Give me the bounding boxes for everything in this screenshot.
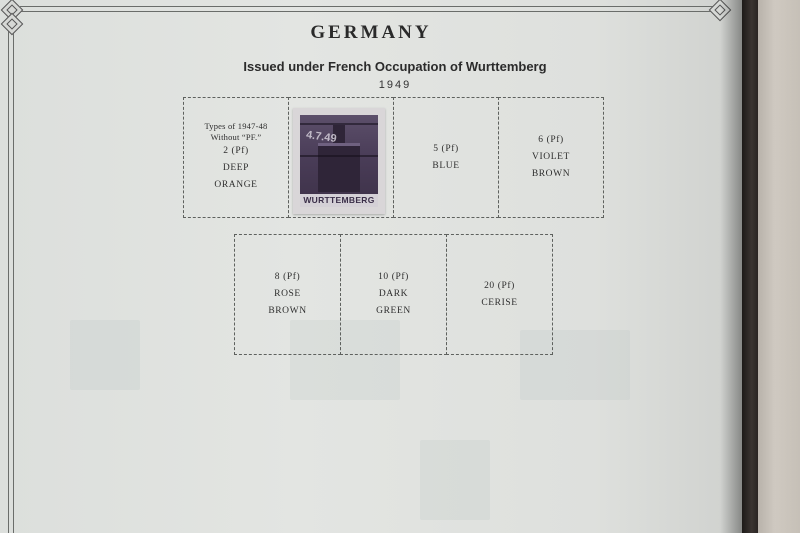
page-subtitle: Issued under French Occupation of Wurttemberg <box>243 59 547 74</box>
show-through-shadow <box>70 320 140 390</box>
adjacent-page <box>758 0 800 533</box>
denomination: 5 (Pf) <box>433 143 459 154</box>
show-through-shadow <box>420 440 490 520</box>
album-gutter <box>742 0 758 533</box>
stamp-color: CERISE <box>481 297 518 308</box>
stamp-space <box>446 234 553 355</box>
postage-stamp <box>293 108 385 214</box>
page-edge-shadow <box>720 0 742 533</box>
stamp-color: VIOLET <box>532 152 570 162</box>
page-top-border <box>20 6 720 12</box>
stamp-space <box>183 97 289 218</box>
stamp-color: ORANGE <box>214 180 258 190</box>
stamp-space-filled <box>288 97 394 218</box>
stamp-inscription: WURTTEMBERG <box>300 194 378 207</box>
denomination: 2 (Pf) <box>223 146 249 156</box>
postmark: 4.7.49 <box>300 123 378 157</box>
type-note: Types of 1947-48 <box>204 121 268 131</box>
stamp-color: DEEP <box>222 163 250 173</box>
denomination: 10 (Pf) <box>378 272 409 282</box>
stamp-row-1 <box>183 97 603 218</box>
denomination: 6 (Pf) <box>538 135 564 145</box>
stamp-color: ROSE <box>274 289 301 299</box>
issue-year: 1949 <box>378 79 412 91</box>
stamp-space <box>234 234 341 355</box>
page-left-border <box>8 30 14 533</box>
stamp-row-2 <box>234 234 552 355</box>
stamp-image <box>300 115 378 207</box>
type-note: Without “PF.” <box>210 132 262 142</box>
stamp-space <box>340 234 447 355</box>
stamp-color: BROWN <box>268 306 307 316</box>
stamp-color: BROWN <box>531 169 571 179</box>
stamp-space <box>498 97 604 218</box>
page-title: GERMANY <box>310 22 432 43</box>
denomination: 8 (Pf) <box>274 272 301 282</box>
stamp-color: GREEN <box>376 306 411 316</box>
stamp-color: DARK <box>378 289 409 299</box>
stamp-color: BLUE <box>432 160 460 171</box>
denomination: 20 (Pf) <box>484 280 515 291</box>
stamp-space <box>393 97 499 218</box>
